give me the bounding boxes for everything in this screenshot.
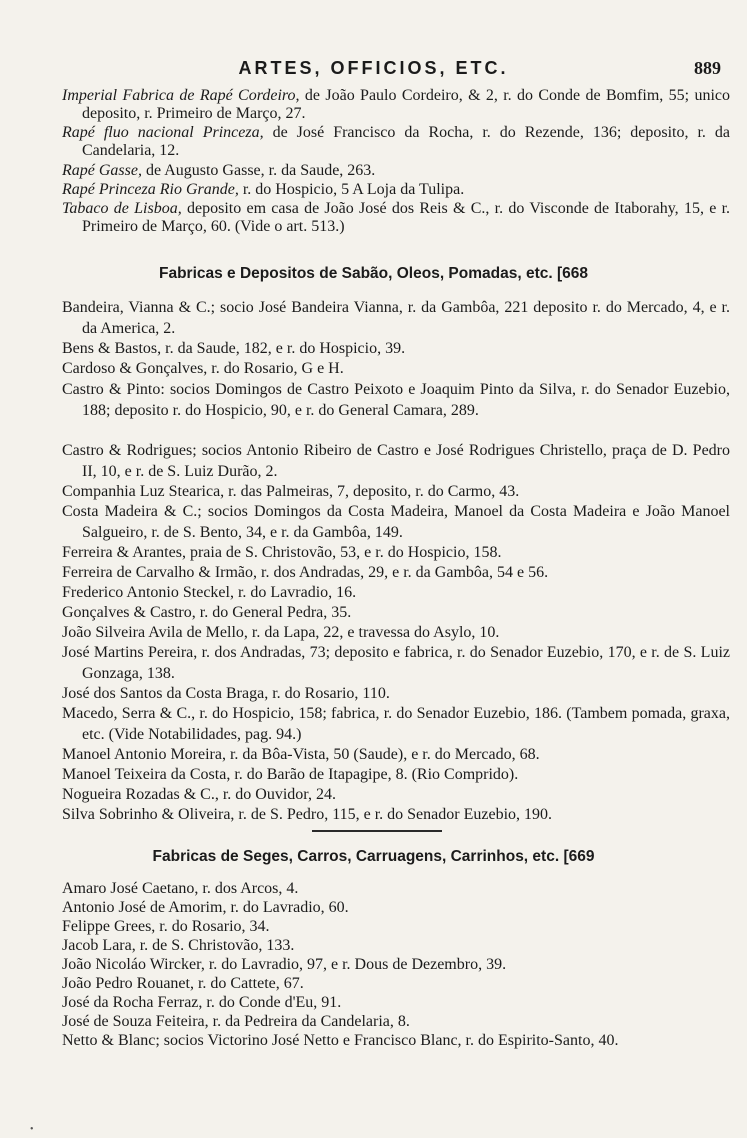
list-item: Felippe Grees, r. do Rosario, 34. xyxy=(62,918,270,935)
list-item: Bandeira, Vianna & C.; socio José Bandeira Vianna, r. da Gambôa, 221 deposito r. do Mercado, 4, e r. da America, 2. xyxy=(62,299,730,337)
list-item: José de Souza Feiteira, r. da Pedreira da Candelaria, 8. xyxy=(62,1013,410,1030)
list-item: José dos Santos da Costa Braga, r. do Rosario, 110. xyxy=(62,685,390,702)
list-item: Silva Sobrinho & Oliveira, r. de S. Pedro, 115, e r. do Senador Euzebio, 190. xyxy=(62,806,553,823)
entry-text: de José Francisco da Rocha, r. do Rezende, 136; deposito, r. da Candelaria, 12. xyxy=(82,124,730,160)
list-item: Manoel Teixeira da Costa, r. do Barão de Itapagipe, 8. (Rio Comprido). xyxy=(62,766,519,783)
entry-text: de João Paulo Cordeiro, & 2, r. do Conde de Bomfim, 55; unico deposito, r. Primeiro de Março, 27. xyxy=(82,87,731,123)
list-item: Macedo, Serra & C., r. do Hospicio, 158; fabrica, r. do Senador Euzebio, 186. (Tambem pomada, graxa, etc. (Vide Notabilidades, pag. 94.) xyxy=(62,705,730,743)
list-item: José Martins Pereira, r. dos Andradas, 73; deposito e fabrica, r. do Senador Euzebio, 170, e r. de S. Luiz Gonzaga, 138. xyxy=(62,644,730,682)
list-item: Manoel Antonio Moreira, r. da Bôa-Vista, 50 (Saude), e r. do Mercado, 68. xyxy=(62,746,540,763)
page-number: 889 xyxy=(694,58,721,78)
list-item xyxy=(62,181,730,199)
entry-name: Rapé fluo nacional Princeza, xyxy=(62,124,264,141)
list-item: João Nicoláo Wircker, r. do Lavradio, 97, e r. Dous de Dezembro, 39. xyxy=(62,956,507,973)
section-divider xyxy=(312,830,442,832)
section-heading: Fabricas de Seges, Carros, Carruagens, Carrinhos, etc. [669 xyxy=(152,848,595,865)
list-item: Companhia Luz Stearica, r. das Palmeiras, 7, deposito, r. do Carmo, 43. xyxy=(62,483,520,500)
list-item: Castro & Rodrigues; socios Antonio Ribeiro de Castro e José Rodrigues Christello, praça de D. Pedro II, 10, e r. de S. Luiz Durão, 2. xyxy=(62,442,730,480)
list-item: Castro & Pinto: socios Domingos de Castro Peixoto e Joaquim Pinto da Silva, r. do Senador Euzebio, 188; deposito r. do Hospicio, 90, e r. do General Camara, 289. xyxy=(62,381,730,419)
list-item: Amaro José Caetano, r. dos Arcos, 4. xyxy=(62,880,299,897)
entry-text: de Augusto Gasse, r. da Saude, 263. xyxy=(141,162,376,179)
list-item xyxy=(62,124,730,160)
entry-text: r. do Hospicio, 5 A Loja da Tulipa. xyxy=(238,181,465,198)
list-item xyxy=(62,87,730,123)
list-item xyxy=(62,200,730,236)
list-item: Bens & Bastos, r. da Saude, 182, e r. do Hospicio, 39. xyxy=(62,340,406,357)
list-item: Antonio José de Amorim, r. do Lavradio, 60. xyxy=(62,899,349,916)
running-header: ARTES, OFFICIOS, ETC. xyxy=(238,58,509,78)
entry-name: Rapé Gasse, xyxy=(62,162,142,179)
list-item: Ferreira & Arantes, praia de S. Christovão, 53, e r. do Hospicio, 158. xyxy=(62,544,502,561)
entry-name: Rapé Princeza Rio Grande, xyxy=(62,181,239,198)
entry-name: Imperial Fabrica de Rapé Cordeiro, xyxy=(62,87,300,104)
list-item: Nogueira Rozadas & C., r. do Ouvidor, 24. xyxy=(62,786,336,803)
list-item: João Pedro Rouanet, r. do Cattete, 67. xyxy=(62,975,304,992)
list-item xyxy=(62,162,730,180)
list-item: João Silveira Avila de Mello, r. da Lapa, 22, e travessa do Asylo, 10. xyxy=(62,624,500,641)
list-item: Jacob Lara, r. de S. Christovão, 133. xyxy=(62,937,295,954)
entry-text: deposito em casa de João José dos Reis & C., r. do Visconde de Itaborahy, 15, e r. Primeiro de Março, 60. (Vide o art. 513.) xyxy=(82,200,731,236)
list-item: Frederico Antonio Steckel, r. do Lavradio, 16. xyxy=(62,584,357,601)
entry-name: Tabaco de Lisboa, xyxy=(62,200,182,217)
list-item: José da Rocha Ferraz, r. do Conde d'Eu, 91. xyxy=(62,994,342,1011)
page-mark: • xyxy=(30,1124,34,1135)
list-item: Gonçalves & Castro, r. do General Pedra, 35. xyxy=(62,604,352,621)
list-item: Costa Madeira & C.; socios Domingos da Costa Madeira, Manoel da Costa Madeira e João Manoel Salgueiro, r. de S. Bento, 34, e r. da Gambôa, 149. xyxy=(62,503,730,541)
list-item: Netto & Blanc; socios Victorino José Netto e Francisco Blanc, r. do Espirito-Santo, 40. xyxy=(62,1032,619,1049)
section-heading: Fabricas e Depositos de Sabão, Oleos, Pomadas, etc. [668 xyxy=(159,265,588,282)
list-item: Ferreira de Carvalho & Irmão, r. dos Andradas, 29, e r. da Gambôa, 54 e 56. xyxy=(62,564,549,581)
list-item: Cardoso & Gonçalves, r. do Rosario, G e H. xyxy=(62,360,344,377)
